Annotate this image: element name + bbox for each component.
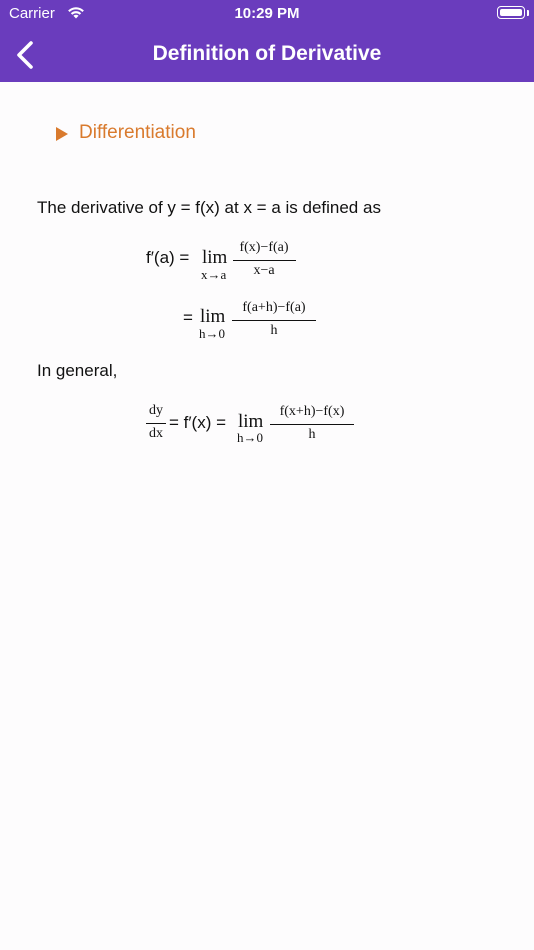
eq3-dy: dy: [149, 403, 163, 418]
content-area: [0, 82, 534, 950]
eq2-lim-subscript: h→0: [199, 326, 225, 341]
bullet-arrow-icon: [56, 127, 68, 141]
navigation-bar: [0, 0, 534, 82]
battery-icon: [497, 6, 525, 19]
eq1-numerator: f(x)−f(a): [239, 240, 289, 255]
eq1-lim: lim: [202, 247, 228, 268]
eq2-lhs: =: [183, 308, 193, 327]
eq3-dx: dx: [149, 426, 163, 441]
eq2-denominator: h: [270, 323, 278, 338]
eq2-fraction-bar: [232, 320, 316, 321]
eq1-lhs: f′(a) =: [146, 248, 190, 267]
section-title: Differentiation: [79, 122, 196, 143]
eq3-fraction-bar: [270, 424, 354, 425]
eq3-denominator: h: [308, 427, 316, 442]
eq3-lim-subscript: h→0: [237, 430, 263, 445]
carrier-label: Carrier: [9, 5, 55, 22]
eq1-denominator: x−a: [253, 263, 275, 278]
general-text: In general,: [37, 361, 118, 380]
eq3-lim: lim: [238, 411, 264, 432]
eq1-fraction-bar: [233, 260, 296, 261]
eq3-numerator: f(x+h)−f(x): [279, 404, 345, 419]
status-bar: [0, 0, 534, 28]
eq2-lim: lim: [200, 306, 226, 327]
page-title: Definition of Derivative: [152, 42, 382, 65]
eq3-dydx-bar: [146, 423, 166, 424]
battery-tip: [527, 10, 529, 16]
clock: 10:29 PM: [234, 5, 300, 22]
intro-text: The derivative of y = f(x) at x = a is defined as: [37, 198, 381, 217]
eq1-lim-subscript: x→a: [201, 267, 227, 282]
eq3-middle: = f′(x) =: [169, 413, 227, 432]
eq2-numerator: f(a+h)−f(a): [242, 300, 306, 315]
